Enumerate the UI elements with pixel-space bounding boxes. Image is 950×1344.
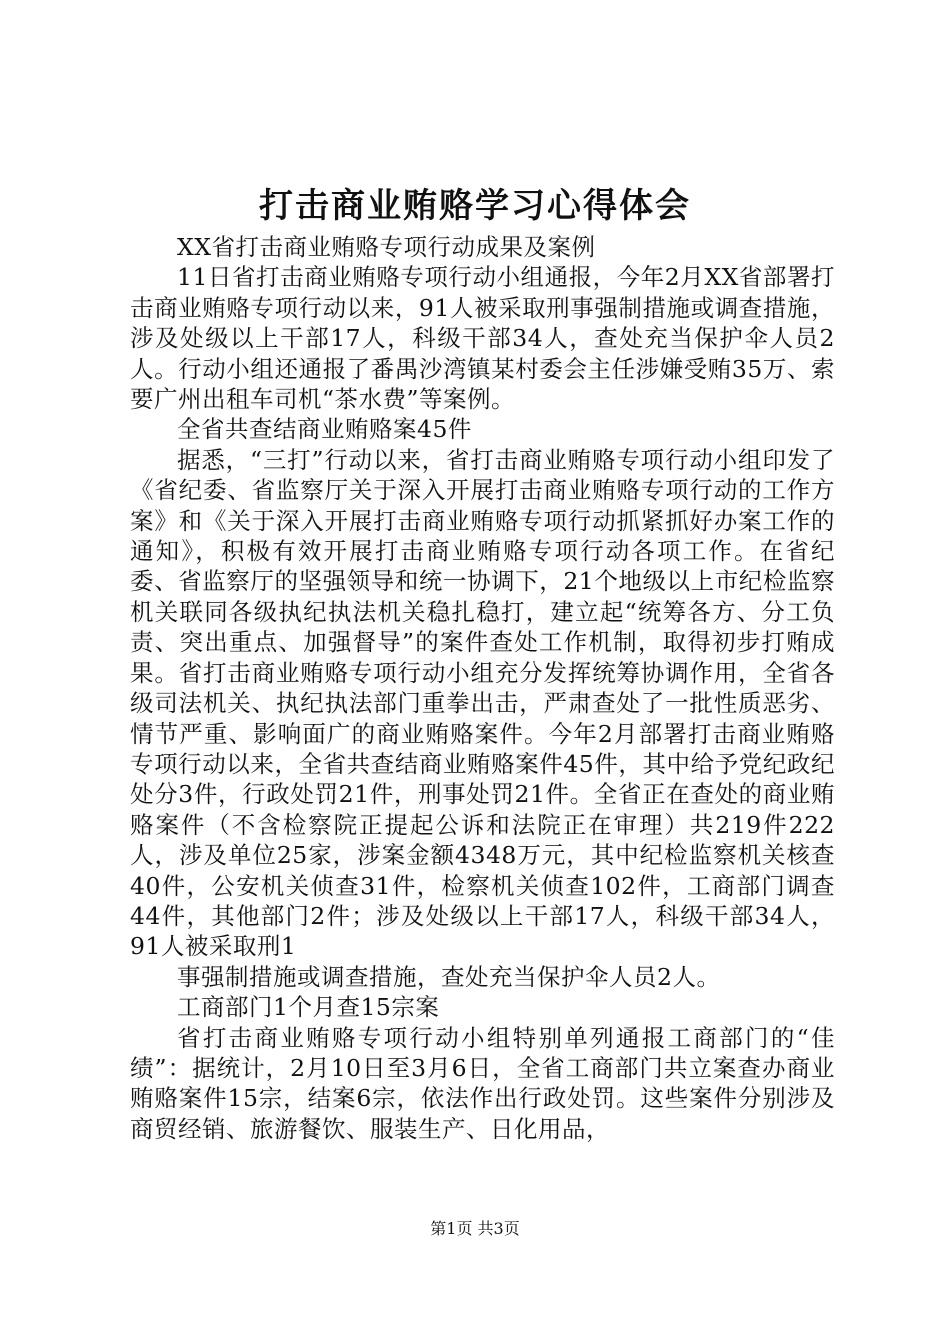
section-heading: 全省共查结商业贿赂案45件 — [177, 415, 472, 444]
section-heading: 工商部门1个月查15宗案 — [177, 993, 440, 1022]
document-body — [130, 232, 835, 1144]
paragraph: 11日省打击商业贿赂专项行动小组通报，今年2月XX省部署打击商业贿赂专项行动以来，91人被采取刑事强制措施或调查措施，涉及处级以上干部17人，科级干部34人，查处充当保护伞人员2人。行动小组还通报了番禺沙湾镇某村委会主任涉嫌受贿35万、索要广州出租车司机“茶水费”等案例。 — [130, 263, 835, 414]
document-title: 打击商业贿赂学习心得体会 — [259, 186, 691, 226]
page-footer: 第1页 共3页 — [430, 1219, 520, 1238]
paragraph: 据悉，“三打”行动以来，省打击商业贿赂专项行动小组印发了《省纪委、省监察厅关于深入开展打击商业贿赂专项行动的工作方案》和《关于深入开展打击商业贿赂专项行动抓紧抓好办案工作的通知》，积极有效开展打击商业贿赂专项行动各项工作。在省纪委、省监察厅的坚强领导和统一协调下，21个地级以上市纪检监察机关联同各级执纪执法机关稳扎稳打，建立起“统筹各方、分工负责、突出重点、加强督导”的案件查处工作机制，取得初步打贿成果。省打击商业贿赂专项行动小组充分发挥统筹协调作用，全省各级司法机关、执纪执法部门重拳出击，严肃查处了一批性质恶劣、情节严重、影响面广的商业贿赂案件。今年2月部署打击商业贿赂专项行动以来，全省共查结商业贿赂案件45件，其中给予党纪政纪处分3件，行政处罚21件，刑事处罚21件。全省正在查处的商业贿赂案件（不含检察院正提起公诉和法院正在审理）共219件222人，涉及单位25家，涉案金额4348万元，其中纪检监察机关核查40件，公安机关侦查31件，检察机关侦查102件，工商部门调查44件，其他部门2件；涉及处级以上干部17人，科级干部34人，91人被采取刑1 — [130, 445, 835, 961]
paragraph-continuation: 事强制措施或调查措施，查处充当保护伞人员2人。 — [177, 962, 721, 991]
section-heading: XX省打击商业贿赂专项行动成果及案例 — [177, 233, 596, 261]
paragraph: 省打击商业贿赂专项行动小组特别单列通报工商部门的“佳绩”：据统计，2月10日至3月6日，全省工商部门共立案查办商业贿赂案件15宗，结案6宗，依法作出行政处罚。这些案件分别涉及商贸经销、旅游餐饮、服装生产、日化用品， — [130, 1023, 835, 1143]
